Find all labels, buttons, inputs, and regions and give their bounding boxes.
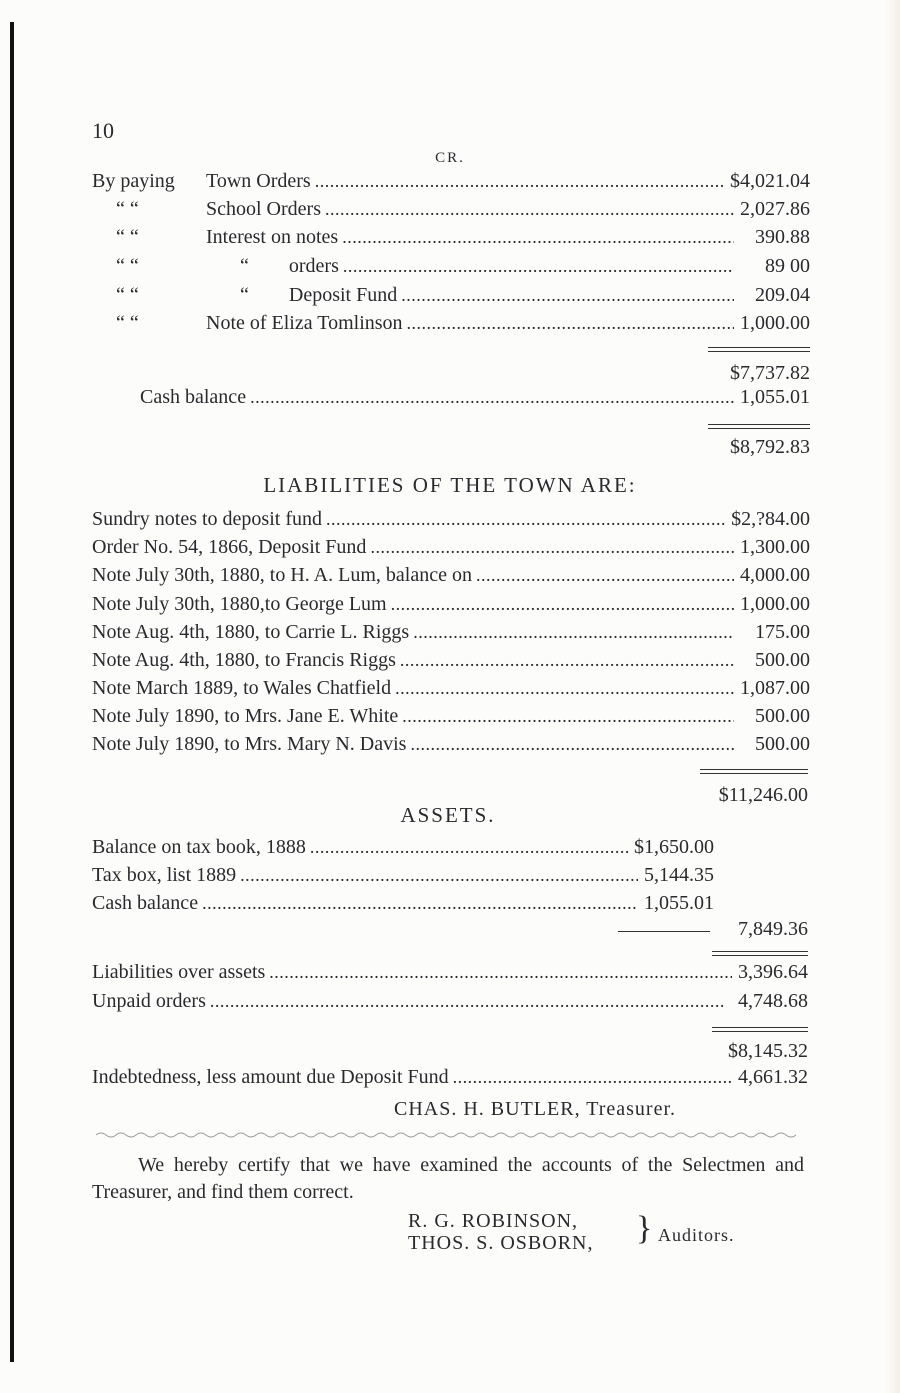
auditor-names [408,1210,593,1254]
sum-rule [708,424,810,425]
liabilities-heading: LIABILITIES OF THE TOWN ARE: [263,473,637,497]
credit-row: “ “ “ Deposit Fund . . . 209.04 [116,284,810,310]
dash-rule [618,931,710,932]
assets-heading: ASSETS. [400,803,496,827]
sum-rule [712,955,808,956]
credit-row: By paying Town Orders . . . $4,021.04 [92,170,810,196]
sum-rule [700,769,808,770]
sum-rule [708,351,810,352]
liability-row: Order No. 54, 1866, Deposit Fund . . . 1,300.00 [92,536,810,562]
liability-row: Sundry notes to deposit fund . . . $2,?84.00 [92,508,810,534]
liability-row: Note July 1890, to Mrs. Mary N. Davis . . . 500.00 [92,733,810,759]
liability-row: Note July 30th, 1880, to H. A. Lum, balance on . . . 4,000.00 [92,564,810,590]
liability-row: Note Aug. 4th, 1880, to Carrie L. Riggs . . . 175.00 [92,621,810,647]
asset-row: Tax box, list 1889 . . . 5,144.35 [92,864,714,890]
credit-row: “ “ School Orders . . . 2,027.86 [116,198,810,224]
sum-rule [712,1027,808,1028]
liability-row: Note Aug. 4th, 1880, to Francis Riggs . . . 500.00 [92,649,810,675]
credit-row: “ “ Note of Eliza Tomlinson . . . 1,000.00 [116,312,810,338]
liabilities-total: $11,246.00 [718,784,808,806]
auditors-title: Auditors. [658,1225,735,1245]
sum-rule [700,773,808,774]
credit-heading: CR. [435,150,465,166]
liability-row: Note July 30th, 1880,to George Lum . . . 1,000.00 [92,593,810,619]
summary-row: Liabilities over assets . . . 3,396.64 [92,961,808,987]
sum-rule [712,951,808,952]
sum-rule [708,428,810,429]
treasurer-signature: CHAS. H. BUTLER, Treasurer. [394,1098,677,1120]
liability-row: Note July 1890, to Mrs. Jane E. White . . . 500.00 [92,705,810,731]
credit-subtotal: $7,737.82 [730,362,810,384]
auditor-name: THOS. S. OSBORN, [408,1232,594,1254]
page-edge [886,0,900,1393]
brace: } [636,1210,654,1247]
asset-row: Cash balance . . . 1,055.01 [92,892,714,918]
page-number: 10 [92,118,114,143]
indebtedness-row: Indebtedness, less amount due Deposit Fund . . . 4,661.32 [92,1066,808,1092]
liability-row: Note March 1889, to Wales Chatfield . . . 1,087.00 [92,677,810,703]
summary-row: Unpaid orders . . . 4,748.68 [92,990,808,1016]
credit-total: $8,792.83 [730,436,810,458]
wavy-divider [96,1130,802,1140]
sum-rule [712,1031,808,1032]
credit-row: “ “ Interest on notes . . . 390.88 [116,226,810,252]
cash-balance-row: Cash balance . . . 1,055.01 [140,386,810,412]
assets-total: 7,849.36 [738,918,808,940]
auditor-name: R. G. ROBINSON, [408,1210,579,1232]
sum-rule [708,347,810,348]
summary-total: $8,145.32 [728,1040,808,1062]
credit-row: “ “ “ orders . . . 89 00 [116,255,810,281]
asset-row: Balance on tax book, 1888 . . . $1,650.00 [92,836,714,862]
certification-text: We hereby certify that we have examined the accounts of the Selectmen and Treasurer, and find them correct. [92,1154,804,1203]
binding-edge [10,22,14,1362]
